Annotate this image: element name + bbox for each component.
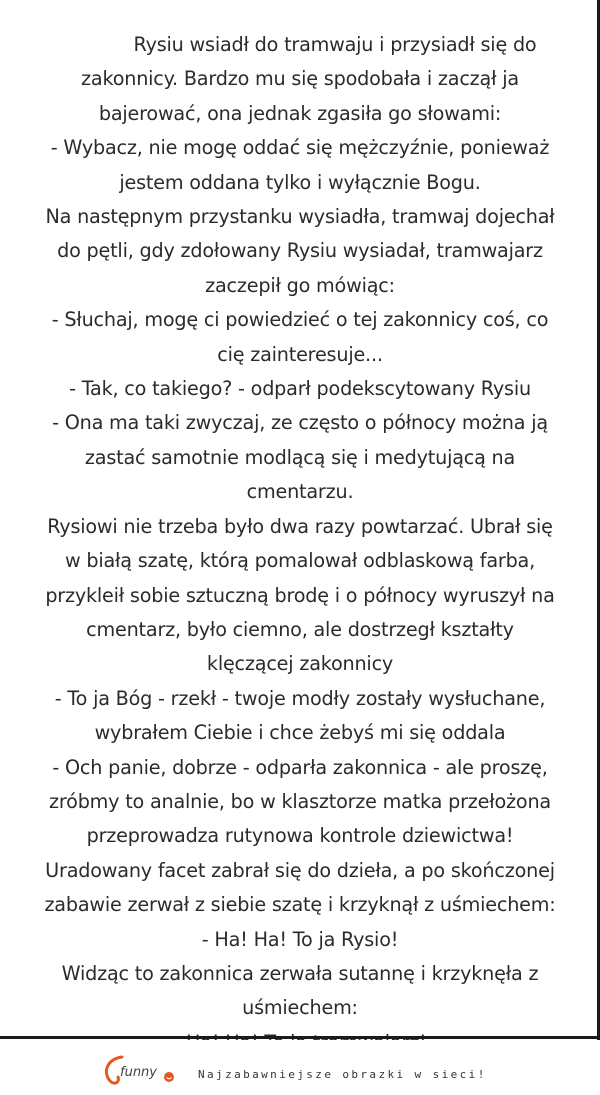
story-line: bajerować, ona jednak zgasiła go słowami: (98, 101, 502, 125)
story-line: - Och panie, dobrze - odparła zakonnica - ale proszę, (52, 755, 548, 779)
story-line: jestem oddana tylko i wyłącznie Bogu. (119, 170, 481, 194)
story-line: Na następnym przystanku wysiadła, tramwaj dojechał (45, 205, 555, 229)
story-text (0, 28, 600, 1060)
story-line: przeprowadza rutynowa kontrole dziewictwa! (86, 824, 514, 848)
funny-logo[interactable] (98, 1053, 198, 1087)
story-line: do pętli, gdy zdołowany Rysiu wysiadał, tramwajarz (57, 239, 543, 263)
logo-text: funny (120, 1065, 157, 1080)
story-line: - Ha! Ha! To ja Rysio! (201, 927, 399, 951)
story-line: w białą szatę, którą pomalował odblaskową farba, (64, 549, 536, 573)
story-line: - Wybacz, nie mogę oddać się mężczyźnie, ponieważ (50, 136, 550, 160)
story-line: - To ja Bóg - rzekł - twoje modły zostały wysłuchane, (54, 686, 546, 710)
footer (0, 1040, 600, 1095)
story-line: klęczącej zakonnicy (206, 652, 394, 676)
story-line: cmentarzu. (246, 480, 354, 504)
story-line: zastać samotnie modlącą się i medytującą na (84, 445, 516, 469)
story-line: zakonnicy. Bardzo mu się spodobała i zaczął ja (81, 67, 519, 91)
story-line: Rysiowi nie trzeba było dwa razy powtarzać. Ubrał się (47, 514, 553, 538)
frame-shadow-bottom (0, 1036, 600, 1039)
story-line: przykleił sobie sztuczną brodę i o północy wyruszył na (45, 583, 555, 607)
story-line: Rysiu wsiadł do tramwaju i przysiadł się do (133, 33, 537, 56)
story-line: wybrałem Ciebie i chce żebyś mi się oddala (94, 721, 506, 745)
story-line: - Ona ma taki zwyczaj, ze często o północy można ją (52, 411, 548, 435)
logo-smile-icon (164, 1072, 174, 1082)
story-line: - Słuchaj, mogę ci powiedzieć o tej zakonnicy coś, co (51, 308, 549, 332)
story-line: zróbmy to analnie, bo w klasztorze matka przełożona (49, 789, 551, 813)
story-line: Uradowany facet zabrał się do dzieła, a po skończonej (45, 858, 555, 882)
story-line: - Tak, co takiego? - odparł podekscytowany Rysiu (69, 377, 531, 401)
story-line: zaczepił go mówiąc: (205, 273, 395, 297)
story-line: uśmiechem: (242, 996, 358, 1020)
story-line: zabawie zerwał z siebie szatę i krzyknął z uśmiechem: (44, 893, 556, 917)
tagline: Najzabawniejsze obrazki w sieci! (198, 1068, 487, 1081)
story-line: cmentarz, było ciemno, ale dostrzegł kształty (86, 617, 514, 641)
story-line: Widząc to zakonnica zerwała sutannę i krzyknęła z (61, 961, 539, 985)
story-line: cię zainteresuje... (217, 342, 383, 366)
